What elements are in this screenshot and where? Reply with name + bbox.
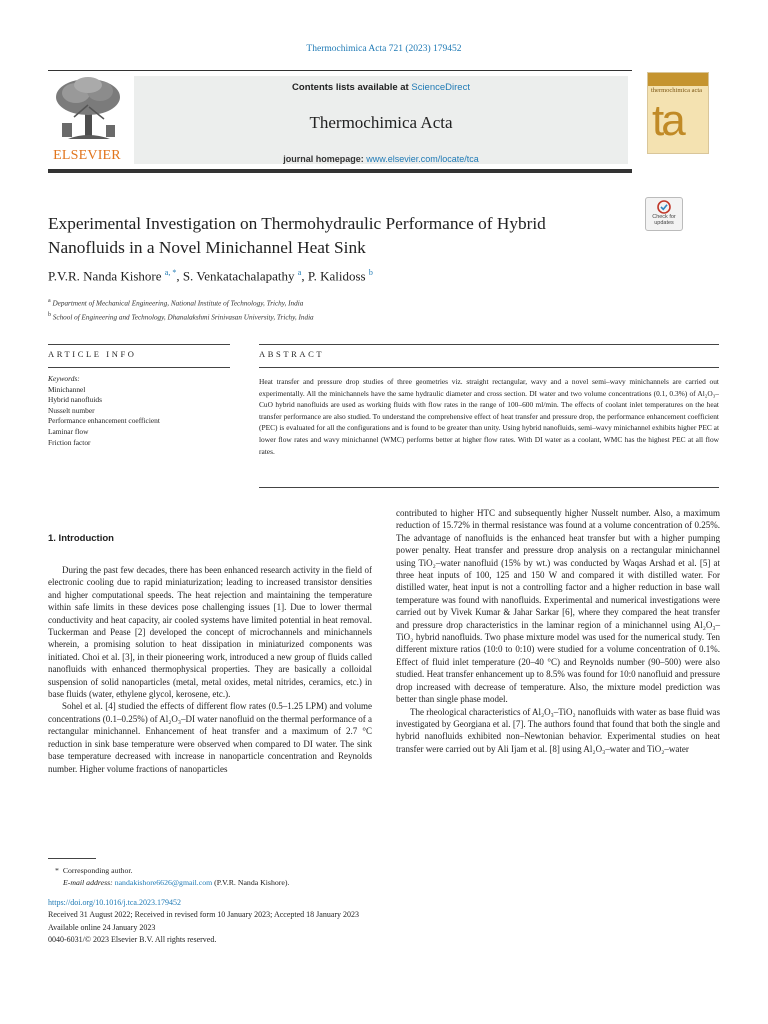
affiliations (48, 295, 698, 324)
cover-monogram: ta (652, 96, 683, 145)
check-for-updates-badge[interactable] (645, 197, 683, 231)
badge-line-1: Check for (652, 214, 676, 220)
author-list (48, 268, 373, 284)
author-separator: , (301, 268, 308, 284)
body-paragraph: Sohel et al. [4] studied the effects of different flow rates (0.5–1.25 LPM) and volume concentrations (0.1–0.25%) of Al₂O₃–DI water nanofluid on the thermal performance of a rectangular minichannel. Enhancement of heat transfer and a maximum of 2.7 °C reduction in sink base temperature were observed when compared to DI water. The sink base temperature decreased with increase in nanoparticle concentration and Reynolds number. Higher volume fractions of nanoparticles (48, 701, 372, 774)
keyword-item: Minichannel (48, 384, 86, 394)
keywords-label: Keywords: (48, 374, 80, 383)
author-name[interactable]: P.V.R. Nanda Kishore (48, 268, 162, 284)
abstract-heading: ABSTRACT (259, 349, 325, 359)
email-note (48, 877, 698, 889)
publication-info (48, 897, 698, 947)
abstract-divider (259, 367, 719, 368)
affiliation-mark: b (48, 312, 51, 319)
keyword-item: Nusselt number (48, 405, 95, 415)
homepage-label: journal homepage: (283, 154, 367, 164)
author-affiliation-mark[interactable]: a, * (164, 268, 177, 277)
keyword-item: Performance enhancement coefficient (48, 416, 160, 426)
article-history: Received 31 August 2022; Received in revised form 10 January 2023; Accepted 18 January 2023 (48, 910, 360, 920)
elsevier-logo[interactable] (48, 75, 130, 165)
contents-line (134, 82, 628, 93)
contents-text: Contents lists available at (292, 82, 412, 93)
copyright-line: 0040-6031/© 2023 Elsevier B.V. All rights reserved. (48, 935, 217, 945)
footnote-rule (48, 858, 96, 859)
affiliation-item (48, 309, 698, 323)
elsevier-tree-icon (48, 75, 130, 145)
affiliation-text: Department of Mechanical Engineering, National Institute of Technology, Trichy, India (52, 299, 304, 308)
corresponding-mark: * (55, 866, 59, 875)
email-label: E-mail address: (63, 878, 113, 887)
body-column-right (396, 507, 720, 755)
publisher-name: ELSEVIER (53, 148, 121, 163)
body-column-left (48, 564, 372, 775)
affiliation-mark: a (48, 298, 51, 304)
doi-link[interactable]: https://doi.org/10.1016/j.tca.2023.179452 (48, 898, 181, 907)
body-paragraph: During the past few decades, there has been enhanced research activity in the field of electronic cooling due to rapid miniaturization; leading to increased transistor densities and higher computational speeds. The heat rejection and maintaining the temperature within safe limits in these devices pose challenging issues [1]. Due to lower thermal conductivity and heat capacity, air cooled systems have limited potential in heat removal. Tuckerman and Pease [2] developed the concept of microchannels and minichannels wherein, a promising solution to heat dissipation in miniaturized components was initiated. Choi et al. [3], in their pioneering work, introduced a new group of fluids called nanofluids with enhanced thermophysical properties. They are basically a colloidal suspension of solid nanoparticles (metal, metal oxides, metal nitrides, ceramics, etc.) in base fluids (water, ethylene glycol, kerosene, etc.). (48, 565, 372, 700)
corresponding-author-note (48, 865, 698, 877)
keywords-list (48, 374, 228, 448)
journal-homepage-link[interactable]: www.elsevier.com/locate/tca (366, 154, 479, 164)
footnotes (48, 865, 698, 889)
sciencedirect-link[interactable]: ScienceDirect (411, 82, 470, 93)
author-name[interactable]: P. Kalidoss (307, 268, 366, 284)
badge-line-2: updates (654, 220, 674, 226)
journal-header (48, 70, 632, 173)
article-title: Experimental Investigation on Thermohydraulic Performance of Hybrid Nanofluids in a Novel Minichannel Heat Sink (48, 214, 546, 257)
email-link[interactable]: nandakishore6626@gmail.com (114, 878, 213, 887)
journal-title: Thermochimica Acta (309, 113, 453, 132)
abstract-text: Heat transfer and pressure drop studies of three geometries viz. straight rectangular, wavy and a novel semi–wavy minichannels are carried out experimentally. All the minichannels have the same hydraulic diameter and cross section. DI water and two volume concentrations (0.1, 0.3%) of Al₂O₃–CuO hybrid nanofluids are used as working fluids with flow rates in the range of 100–600 ml/min. The effects of coolant inlet temperatures on the heat transfer performance are also studied. To understand the comprehensive effect of heat transfer and pressure drop, the performance enhancement coefficient (PEC) is evaluated for all the configurations and is found to be greater than unity. Using hybrid nanofluids, semi–wavy minichannel exhibits higher PEC at lower flow rates and wavy minichannel (WMC) performs better at higher flow rates. With DI water as a coolant, WMC has the highest PEC at all flow rates. (259, 377, 719, 456)
affiliation-text: School of Engineering and Technology, Dhanalakshmi Srinivasan University, Trichy, India (52, 313, 314, 322)
check-updates-icon (657, 200, 671, 214)
keyword-item: Hybrid nanofluids (48, 395, 102, 405)
abstract-top-rule (259, 344, 719, 345)
cover-top-bar (648, 73, 708, 86)
author-separator: , (176, 268, 183, 284)
article-info-heading: ARTICLE INFO (48, 349, 137, 359)
body-paragraph: The rheological characteristics of Al₂O₃–TiO₂ nanofluids with water as base fluid was investigated by Georgiana et al. [7]. The authors found that found that both the single and hybrid nanofluids exhibited non–Newtonian behavior. Experimental studies on heat transfer were carried out by Ali Ijam et al. [8] using Al₂O₃–water and TiO₂–water (396, 706, 720, 754)
article-info-top-rule (48, 344, 230, 345)
author-name[interactable]: S. Venkatachalapathy (182, 268, 295, 284)
online-date: Available online 24 January 2023 (48, 922, 156, 932)
author-affiliation-mark[interactable]: a (297, 268, 302, 277)
corresponding-text: Corresponding author. (62, 866, 133, 875)
section-heading-introduction: 1. Introduction (48, 533, 114, 544)
body-paragraph: contributed to higher HTC and subsequently higher Nusselt number. Also, a maximum reduction of 15.72% in thermal resistance was found at a volume concentration of 0.25%. The advantage of nanofluids is the enhanced heat transfer but with a higher pumping power penalty. Heat transfer and pressure drop analysis on a rectangular minichannel using TiO₂–water nanofluid (15% by wt.) was conducted by Waqas Arshad et al. [5] at three heat inputs of 100, 125 and 150 W and compared it with distilled water. For distilled water, heat input is not a controlling factor and a higher reduction in base wall temperature was found with nanofluids. Experimental and numerical investigations were carried out by Vivek Kumar & Jahar Sarkar [6], where they compared the heat transfer and pressure drop characteristics in the laminar region of a minichannel using Al₂O₃–TiO₂ hybrid nanofluids. Two phase mixture model was used for the numerical study. Ten different mixture ratios (10:0 to 0:10) were studied for a volume concentration of 0.1%. Effect of fluid inlet temperature (20–40 °C) and Reynolds number (90–500) were also studied. Heat transfer enhancement up to 8.5% was found for 10:0 nanofluid and pressure drop increased with decrease of temperature. Also, the mixture model prediction was better than single phase model. (396, 508, 720, 705)
cover-journal-name: thermochimica acta (651, 87, 703, 94)
homepage-line (134, 154, 628, 164)
abstract-bottom-rule (259, 487, 719, 488)
email-owner: (P.V.R. Nanda Kishore). (214, 878, 290, 887)
journal-cover-thumbnail[interactable] (647, 72, 709, 154)
keyword-item: Friction factor (48, 437, 91, 447)
article-info-divider (48, 367, 230, 368)
journal-citation-link[interactable]: Thermochimica Acta 721 (2023) 179452 (306, 44, 462, 54)
keyword-item: Laminar flow (48, 426, 89, 436)
journal-masthead (134, 76, 628, 164)
author-affiliation-mark[interactable]: b (368, 268, 373, 277)
affiliation-item (48, 295, 698, 309)
